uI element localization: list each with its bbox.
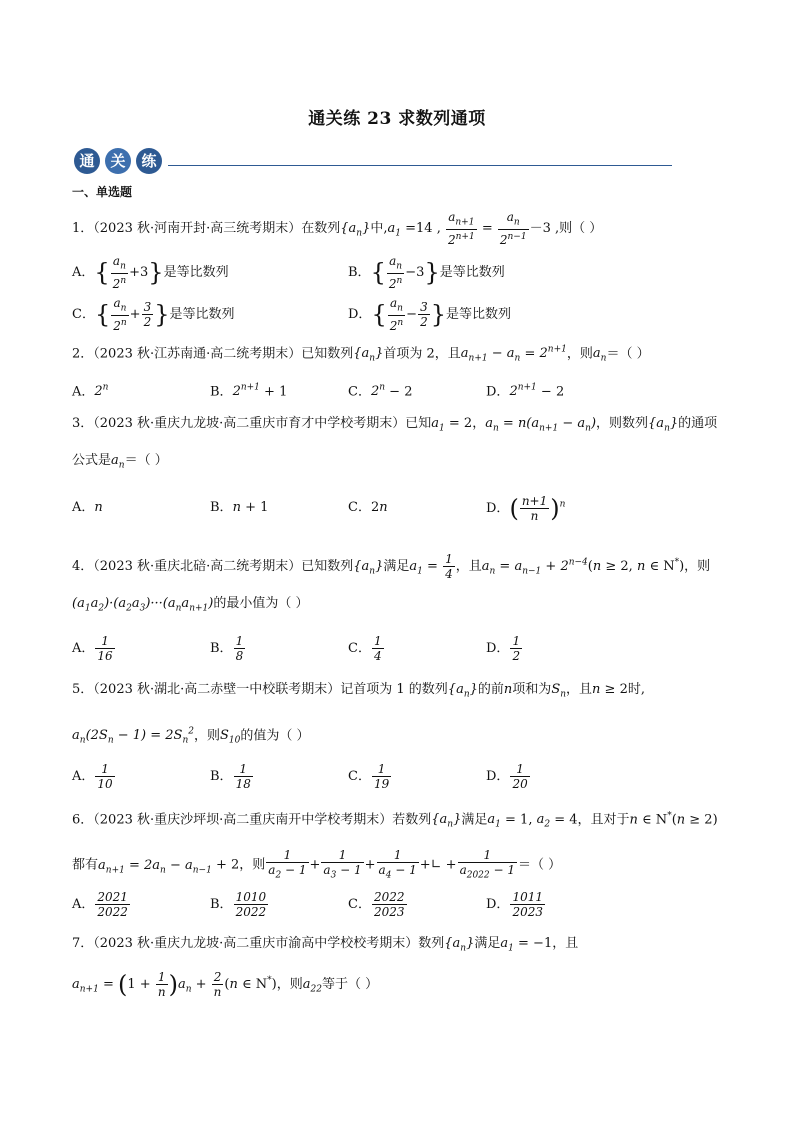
q6-option-b[interactable]: B． $\frac{1010}{2022}$ bbox=[210, 890, 267, 919]
seal-logo bbox=[72, 146, 170, 176]
svg-text:关: 关 bbox=[110, 152, 126, 170]
q1-option-d[interactable]: D．{ $\frac{a_n}{2^n}$ − $\frac{3}{2}$ }是等比数列 bbox=[348, 296, 511, 334]
q1-stem: 1．（2023 秋·河南开封·高三统考期末）在数列$\{a_n\}$中$,a_1 =14$ , $\frac{a_{n+1}}{2^{n+1}}$ = $\frac{a_n}{2^{n-1}}$ －3 ,则（ ） bbox=[72, 210, 603, 248]
section-banner bbox=[72, 146, 672, 178]
q5-option-a[interactable]: A． $\frac{1}{10}$ bbox=[72, 762, 113, 791]
svg-text:通: 通 bbox=[79, 152, 95, 170]
q5-stem-line2: $a_n(2S_n - 1) = 2S_n^2$，则$S_{10}$的值为（ ） bbox=[72, 727, 310, 746]
q3-stem-line2: 公式是$a_n=$（ ） bbox=[72, 453, 168, 471]
svg-text:练: 练 bbox=[141, 152, 157, 170]
q4-stem-line2: $(a_1a_2)\cdot(a_2a_3)\cdot\cdot\cdot(a_na_{n+1})$的最小值为（ ） bbox=[72, 596, 309, 614]
q7-stem-line2: $a_{n+1} = (1$ + $\frac{1}{n}$ )$a_n$ + $\frac{2}{n}$ (n ∈ N*)，则$a_{22}$等于（ ） bbox=[72, 970, 379, 999]
q4-option-b[interactable]: B． $\frac{1}{8}$ bbox=[210, 634, 244, 663]
q6-option-d[interactable]: D． $\frac{1011}{2023}$ bbox=[486, 890, 543, 919]
q2-option-c[interactable]: C．$2^n - 2$ bbox=[348, 383, 413, 400]
q5-option-c[interactable]: C． $\frac{1}{19}$ bbox=[348, 762, 390, 791]
page-title: 通关练 23 求数列通项 bbox=[308, 109, 486, 129]
q3-option-b[interactable]: B．n + 1 bbox=[210, 500, 269, 515]
q3-stem-line1: 3．（2023 秋·重庆九龙坡·高二重庆市育才中学校考期末）已知$a_1 = 2$，$a_n = n(a_{n+1} - a_n)$，则数列$\{a_n\}$的通项 bbox=[72, 416, 718, 434]
q4-option-a[interactable]: A． $\frac{1}{16}$ bbox=[72, 634, 113, 663]
q3-option-a[interactable]: A．n bbox=[72, 500, 103, 515]
q1-option-b[interactable]: B．{ $\frac{a_n}{2^n}$ −3}是等比数列 bbox=[348, 254, 505, 292]
q7-stem-line1: 7．（2023 秋·重庆九龙坡·高二重庆市渝高中学校校考期末）数列$\{a_n\}$满足$a_1 = -1$，且 bbox=[72, 936, 579, 954]
q2-option-b[interactable]: B．$2^{n+1} + 1$ bbox=[210, 383, 288, 400]
banner-rule bbox=[168, 165, 672, 166]
q1-option-a[interactable]: A．{ $\frac{a_n}{2^n}$ +3}是等比数列 bbox=[72, 254, 229, 292]
q2-stem: 2．（2023 秋·江苏南通·高二统考期末）已知数列$\{a_n\}$首项为 2，且$a_{n+1} - a_n = 2^{n+1}$，则$a_n=$（ ） bbox=[72, 345, 650, 364]
q2-option-a[interactable]: A．2$^n$ bbox=[72, 383, 109, 400]
q3-option-d[interactable]: D．( $\frac{n+1}{n}$ )$^n$ bbox=[486, 494, 566, 523]
q5-option-b[interactable]: B． $\frac{1}{18}$ bbox=[210, 762, 251, 791]
q4-option-d[interactable]: D． $\frac{1}{2}$ bbox=[486, 634, 521, 663]
section-heading: 一、单选题 bbox=[72, 185, 133, 199]
q5-stem-line1: 5．（2023 秋·湖北·高二赤壁一中校联考期末）记首项为 1 的数列$\{a_n\}$的前n项和为$S_n$，且n ≥ 2时, bbox=[72, 682, 645, 700]
q6-stem-line1: 6．（2023 秋·重庆沙坪坝·高二重庆南开中学校考期末）若数列$\{a_n\}$满足$a_1 = 1$, $a_2 = 4$，且对于n ∈ N*(n ≥ 2) bbox=[72, 811, 718, 830]
q6-option-a[interactable]: A． $\frac{2021}{2022}$ bbox=[72, 890, 128, 919]
q3-option-c[interactable]: C．2n bbox=[348, 500, 388, 515]
q5-option-d[interactable]: D． $\frac{1}{20}$ bbox=[486, 762, 528, 791]
q1-option-c[interactable]: C．{ $\frac{a_n}{2^n}$ + $\frac{3}{2}$ }是等比数列 bbox=[72, 296, 235, 334]
q2-option-d[interactable]: D．$2^{n+1} - 2$ bbox=[486, 383, 565, 400]
q6-option-c[interactable]: C． $\frac{2022}{2023}$ bbox=[348, 890, 405, 919]
q6-stem-line2: 都有$a_{n+1} = 2a_n - a_{n-1} + 2$，则 $\frac{1}{a_2 - 1}$ + $\frac{1}{a_3 - 1}$ + $\frac{1}{a_4 - 1}$ +∟ + $\frac{1}{a_{2022} - 1}$ ＝（ ） bbox=[72, 848, 562, 881]
q4-option-c[interactable]: C． $\frac{1}{4}$ bbox=[348, 634, 382, 663]
q4-stem-line1: 4．（2023 秋·重庆北碚·高二统考期末）已知数列$\{a_n\}$满足$a_1$ = $\frac{1}{4}$ ，且$a_n = a_{n-1} + 2^{n-4}(n \ge 2$, n ∈ N*)，则 bbox=[72, 552, 711, 581]
